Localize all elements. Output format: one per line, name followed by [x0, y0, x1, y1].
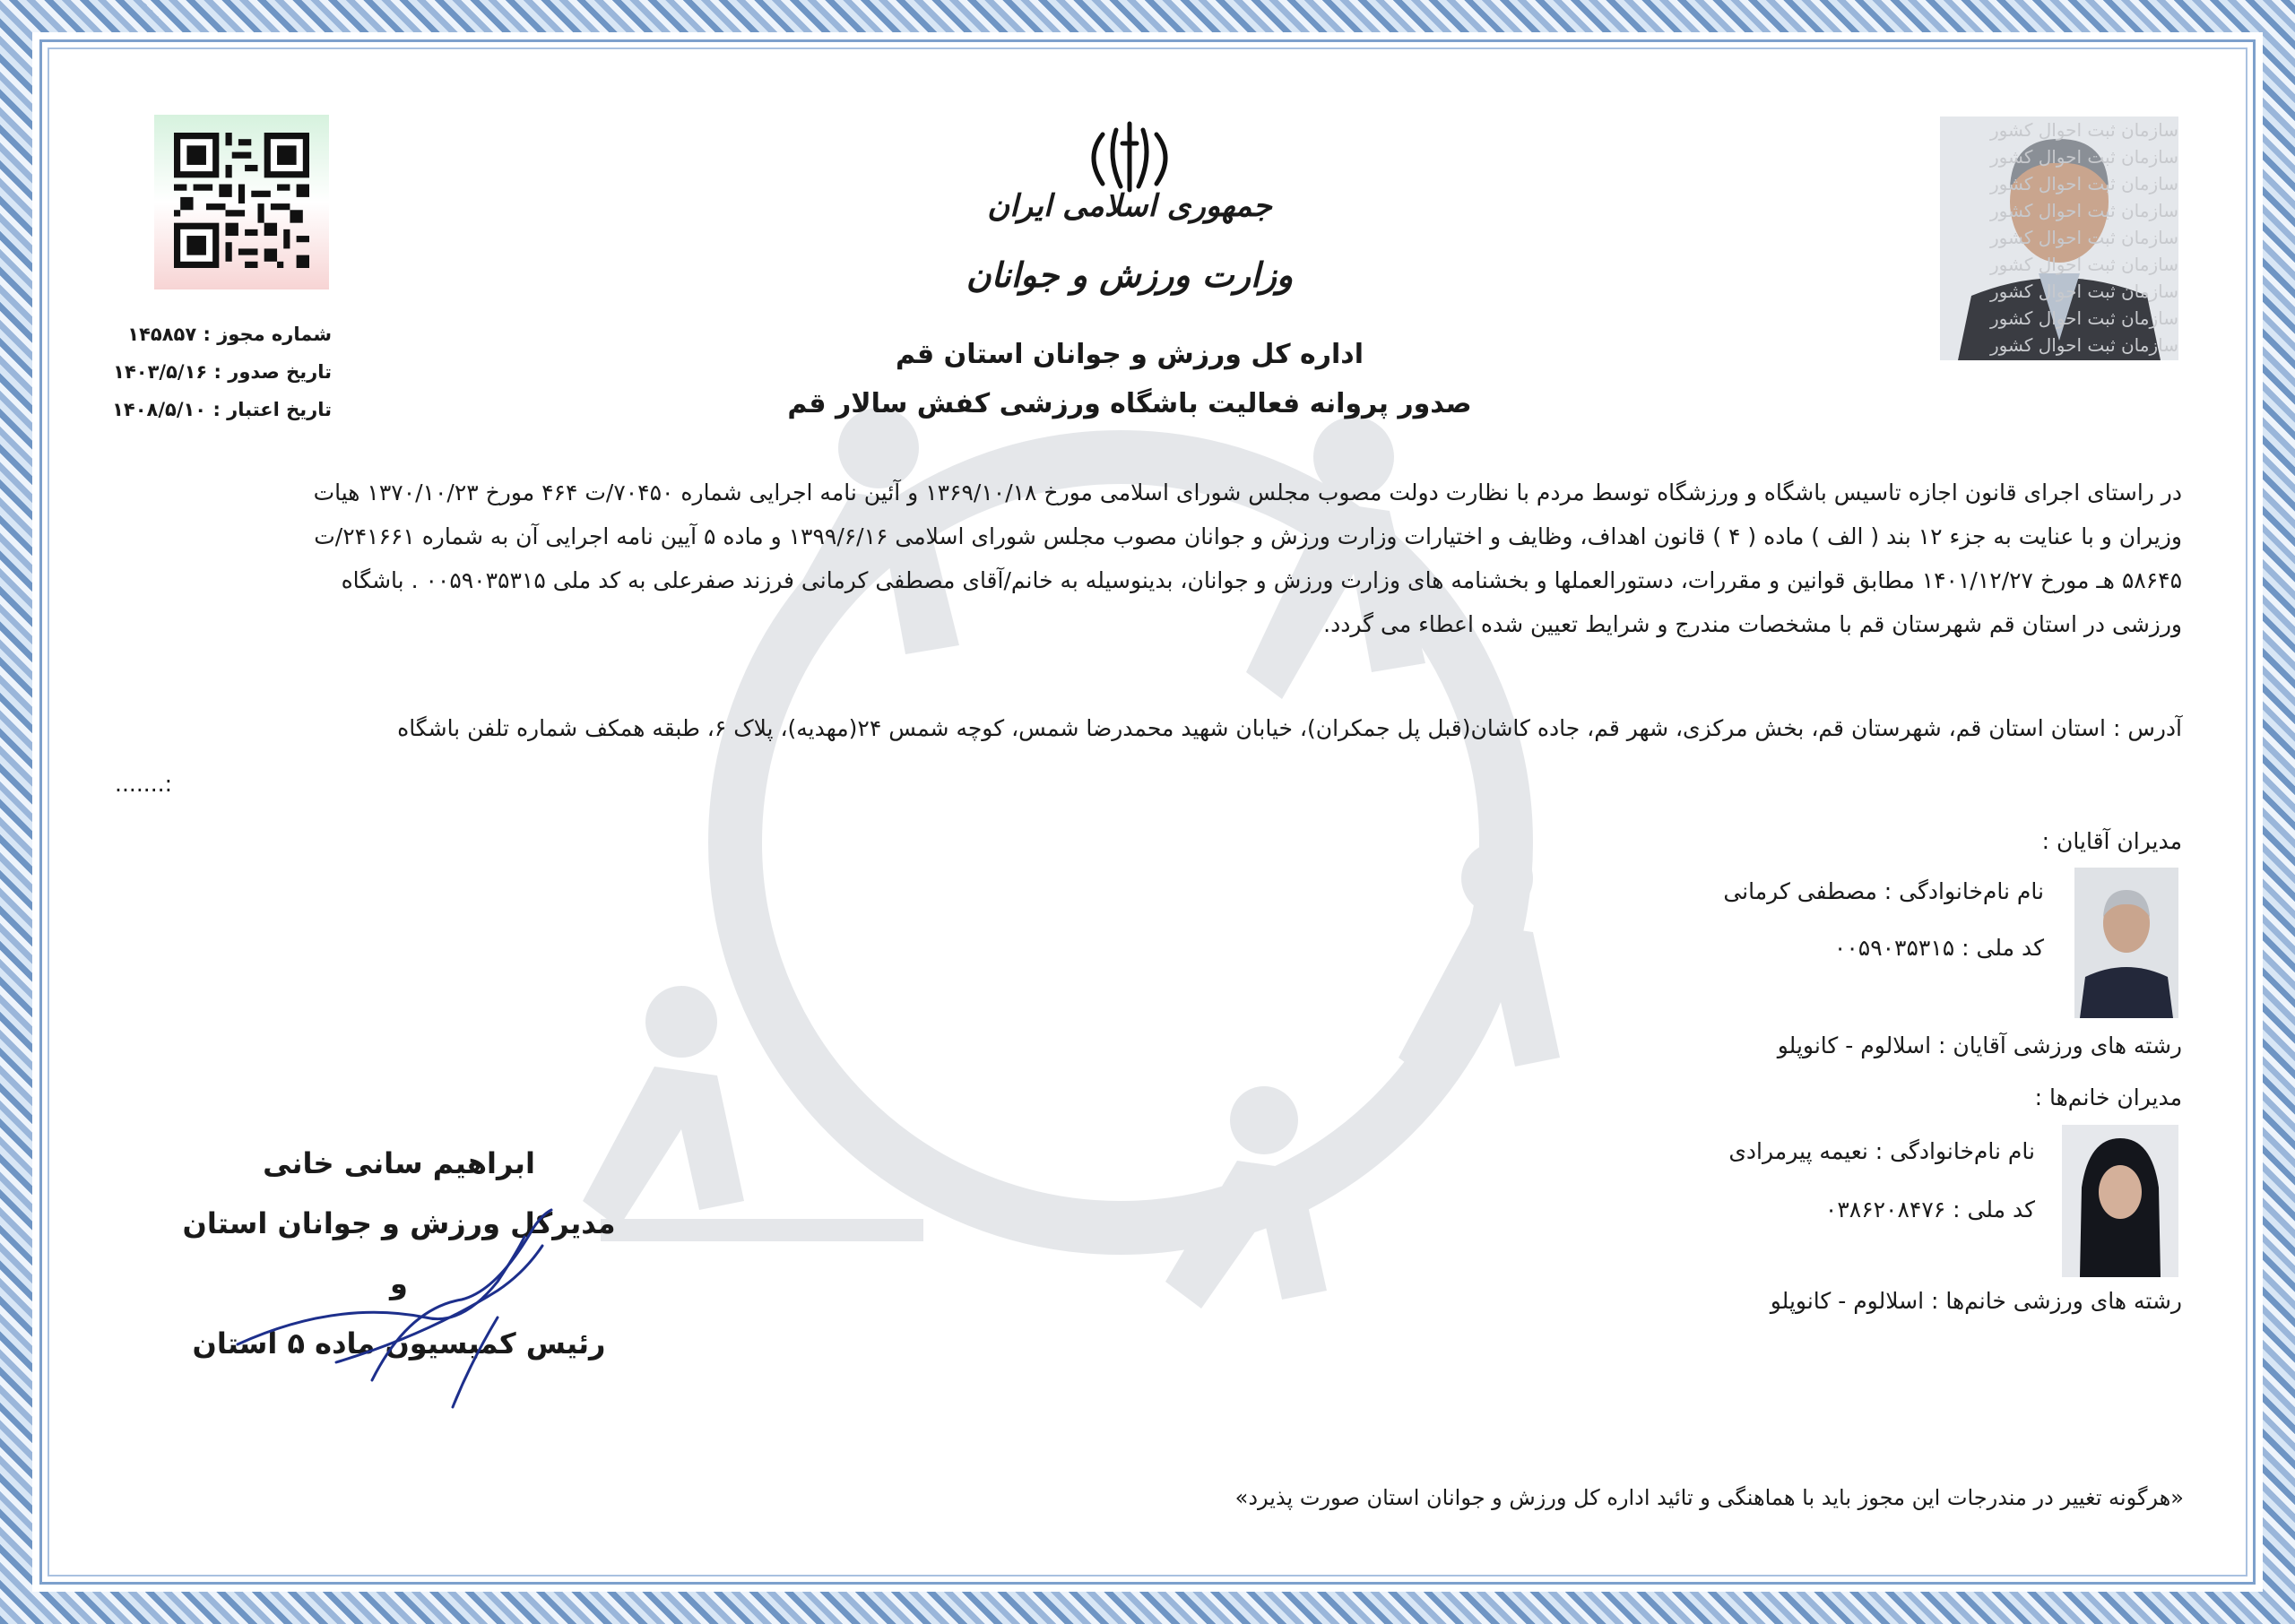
license-subject: صدور پروانه فعالیت باشگاه ورزشی کفش سالار قم: [787, 388, 1472, 419]
license-number: ۱۴۵۸۵۷: [127, 324, 197, 345]
women-managers-heading: مدیران خانم‌ها :: [2034, 1084, 2182, 1110]
women-manager-photo: [2062, 1125, 2178, 1277]
body-line: ورزشی در استان قم شهرستان قم با مشخصات مندرج و شرایط تعیین شده اعطاء می گردد.: [1323, 611, 2182, 637]
footer-note: «هرگونه تغییر در مندرجات این مجوز باید با هماهنگی و تائید اداره کل ورزش و جوانان استان صورت پذیرد»: [1234, 1485, 2184, 1510]
women-manager-id: کد ملی : ۰۳۸۶۲۰۸۴۷۶: [1824, 1196, 2035, 1222]
expiry-date: ۱۴۰۸/۵/۱۰: [112, 399, 207, 420]
republic-title: جمهوری اسلامی ایران: [987, 188, 1272, 224]
signatory-title: مدیرکل ورزش و جوانان استان و: [182, 1206, 616, 1300]
signatory-title: رئیس کمیسیون ماده ۵ استان: [192, 1326, 606, 1361]
body-line: وزیران و با عنایت به جزء ۱۲ بند ( الف ) ماده ( ۴ ) قانون اهداف، وظایف و اختیارات وزارت ورزش و جوانان مصوب مجلس شورای اسلامی ۱۳۹۹/۶/۱۶ و ماده ۵ آیین نامه اجرایی آن به شماره ۲۴۱۶۶۱/ت: [314, 523, 2182, 549]
qr-code-icon: [174, 133, 309, 268]
person-photo-icon: [2074, 868, 2178, 1018]
office-title: اداره کل ورزش و جوانان استان قم: [896, 339, 1364, 370]
men-managers-heading: مدیران آقایان :: [2041, 828, 2182, 854]
men-manager-name: نام نام‌خانوادگی : مصطفی کرمانی: [1723, 878, 2044, 904]
issue-date: ۱۴۰۳/۵/۱۶: [113, 361, 208, 383]
address: آدرس : استان استان قم، شهرستان قم، بخش مرکزی، شهر قم، جاده کاشان(قبل پل جمکران)، خیابان شهید محمدرضا شمس، کوچه شمس ۲۴(مهدیه)، پلاک ۶، طبقه همکف شماره تلفن باشگاه: [397, 715, 2182, 741]
signature-icon: [229, 1201, 650, 1416]
person-photo-icon: [2062, 1125, 2178, 1277]
men-manager-id: کد ملی : ۰۰۵۹۰۳۵۳۱۵: [1833, 935, 2044, 961]
license-body: [115, 471, 2182, 646]
body-line: در راستای اجرای قانون اجازه تاسیس باشگاه و ورزشگاه توسط مردم با نظارت دولت مصوب مجلس شورای اسلامی مورخ ۱۳۶۹/۱۰/۱۸ و آئین نامه اجرایی شماره ۷۰۴۵۰/ت ۴۶۴ مورخ ۱۳۷۰/۱۰/۲۳ هیات: [313, 479, 2182, 505]
men-manager-photo: [2074, 868, 2178, 1018]
iran-emblem-icon: [1076, 117, 1183, 197]
license-number-row: شماره مجوز : ۱۴۵۸۵۷: [127, 324, 332, 345]
signatory-name: ابراهیم سانی خانی: [263, 1146, 535, 1180]
issue-date-row: تاریخ صدور : ۱۴۰۳/۵/۱۶: [113, 361, 332, 383]
ministry-title: وزارت ورزش و جوانان: [966, 255, 1294, 295]
women-manager-name: نام نام‌خانوادگی : نعیمه پیرمرادی: [1728, 1138, 2035, 1164]
photo-watermark: سازمان ثبت احوال کشور سازمان ثبت احوال کشور سازمان ثبت احوال کشور سازمان ثبت احوال کشور سازمان ثبت احوال کشور سازمان ثبت احوال کشور سازمان ثبت احوال کشور سازمان ثبت احوال کشور سازمان ثبت احوال کشور: [1989, 119, 2178, 356]
expiry-date-row: تاریخ اعتبار : ۱۴۰۸/۵/۱۰: [112, 399, 332, 420]
men-sports-fields: رشته های ورزشی آقایان : اسلالوم - کانوپلو: [1777, 1032, 2182, 1058]
license-meta: [108, 315, 332, 428]
phone-placeholder: .......:: [115, 771, 173, 797]
women-sports-fields: رشته های ورزشی خانم‌ها : اسلالوم - کانوپلو: [1770, 1288, 2182, 1314]
qr-code: [154, 115, 329, 289]
body-line: ۵۸۶۴۵ هـ مورخ ۱۴۰۱/۱۲/۲۷ مطابق قوانین و مقررات، دستورالعملها و بخشنامه های وزارت ورزش و جوانان، بدینوسیله به خانم/آقای مصطفی کرمانی فرزند صفرعلی به کد ملی ۰۰۵۹۰۳۵۳۱۵ . باشگاه: [341, 567, 2182, 593]
